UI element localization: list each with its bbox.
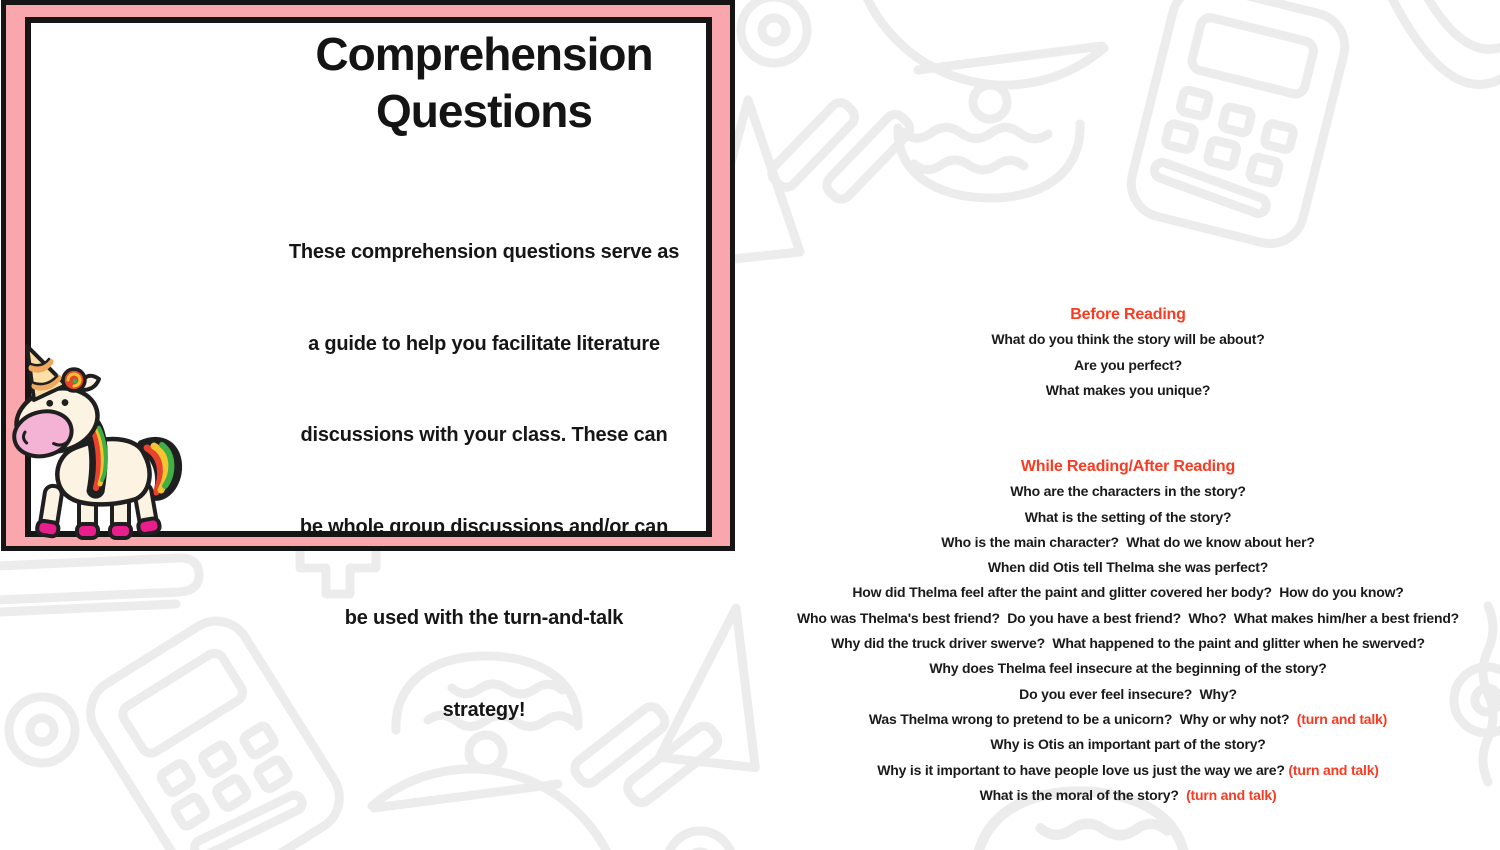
question-line	[733, 707, 1500, 732]
question-line	[733, 758, 1500, 783]
question-line	[733, 732, 1500, 757]
description-line: be used with the turn-and-talk	[344, 607, 624, 629]
question-text: Why did the truck driver swerve? What happened to the paint and glitter when he swerved?	[831, 635, 1425, 652]
question-line	[733, 783, 1500, 808]
question-text: What is the setting of the story?	[1024, 508, 1232, 525]
page-title-line: Questions	[376, 85, 592, 137]
question-line	[733, 555, 1500, 580]
question-text: Why is Otis an important part of the story?	[990, 736, 1266, 753]
turn-and-talk-tag: (turn and talk)	[1178, 786, 1277, 803]
question-text: Are you perfect?	[1073, 356, 1183, 373]
question-text: Who was Thelma's best friend? Do you have a best friend? Who? What makes him/her a best friend?	[796, 609, 1460, 626]
turn-and-talk-tag: (turn and talk)	[1284, 761, 1379, 778]
page-title	[272, 26, 696, 140]
description-line: These comprehension questions serve as	[288, 241, 680, 263]
description-line: a guide to help you facilitate literature	[308, 332, 660, 355]
question-text: What makes you unique?	[1045, 381, 1211, 398]
question-line	[733, 327, 1500, 352]
question-line	[733, 479, 1500, 504]
unicorn-illustration	[2, 328, 202, 543]
before-reading-section	[733, 302, 1500, 403]
question-text: Was Thelma wrong to pretend to be a unicorn? Why or why not?	[868, 710, 1290, 727]
question-line	[733, 378, 1500, 403]
question-line	[733, 631, 1500, 656]
question-line	[733, 656, 1500, 681]
question-line	[733, 530, 1500, 555]
description-line: be whole group discussions and/or can	[299, 515, 669, 538]
question-line	[733, 580, 1500, 605]
section-heading: Before Reading	[1070, 306, 1186, 323]
question-line	[733, 606, 1500, 631]
question-line	[733, 682, 1500, 707]
section-heading: While Reading/After Reading	[1020, 458, 1236, 475]
question-text: Who is the main character? What do we know about her?	[941, 533, 1315, 550]
turn-and-talk-tag: (turn and talk)	[1289, 710, 1388, 727]
question-text: Why does Thelma feel insecure at the beginning of the story?	[929, 660, 1327, 677]
question-text: What do you think the story will be about?	[991, 331, 1265, 348]
question-text: When did Otis tell Thelma she was perfect?	[987, 559, 1269, 576]
intro-description	[268, 176, 700, 786]
question-text: Do you ever feel insecure? Why?	[1019, 685, 1237, 702]
question-text: How did Thelma feel after the paint and glitter covered her body? How do you know?	[852, 584, 1404, 601]
question-line	[733, 353, 1500, 378]
description-line: strategy!	[442, 698, 526, 721]
while-after-reading-section	[733, 454, 1500, 808]
question-text: Why is it important to have people love us just the way we are?	[877, 761, 1285, 778]
description-line: discussions with your class. These can	[300, 424, 668, 446]
question-text: What is the moral of the story?	[979, 786, 1179, 803]
question-line	[733, 505, 1500, 530]
question-text: Who are the characters in the story?	[1010, 483, 1246, 500]
page-title-line: Comprehension	[315, 28, 653, 80]
